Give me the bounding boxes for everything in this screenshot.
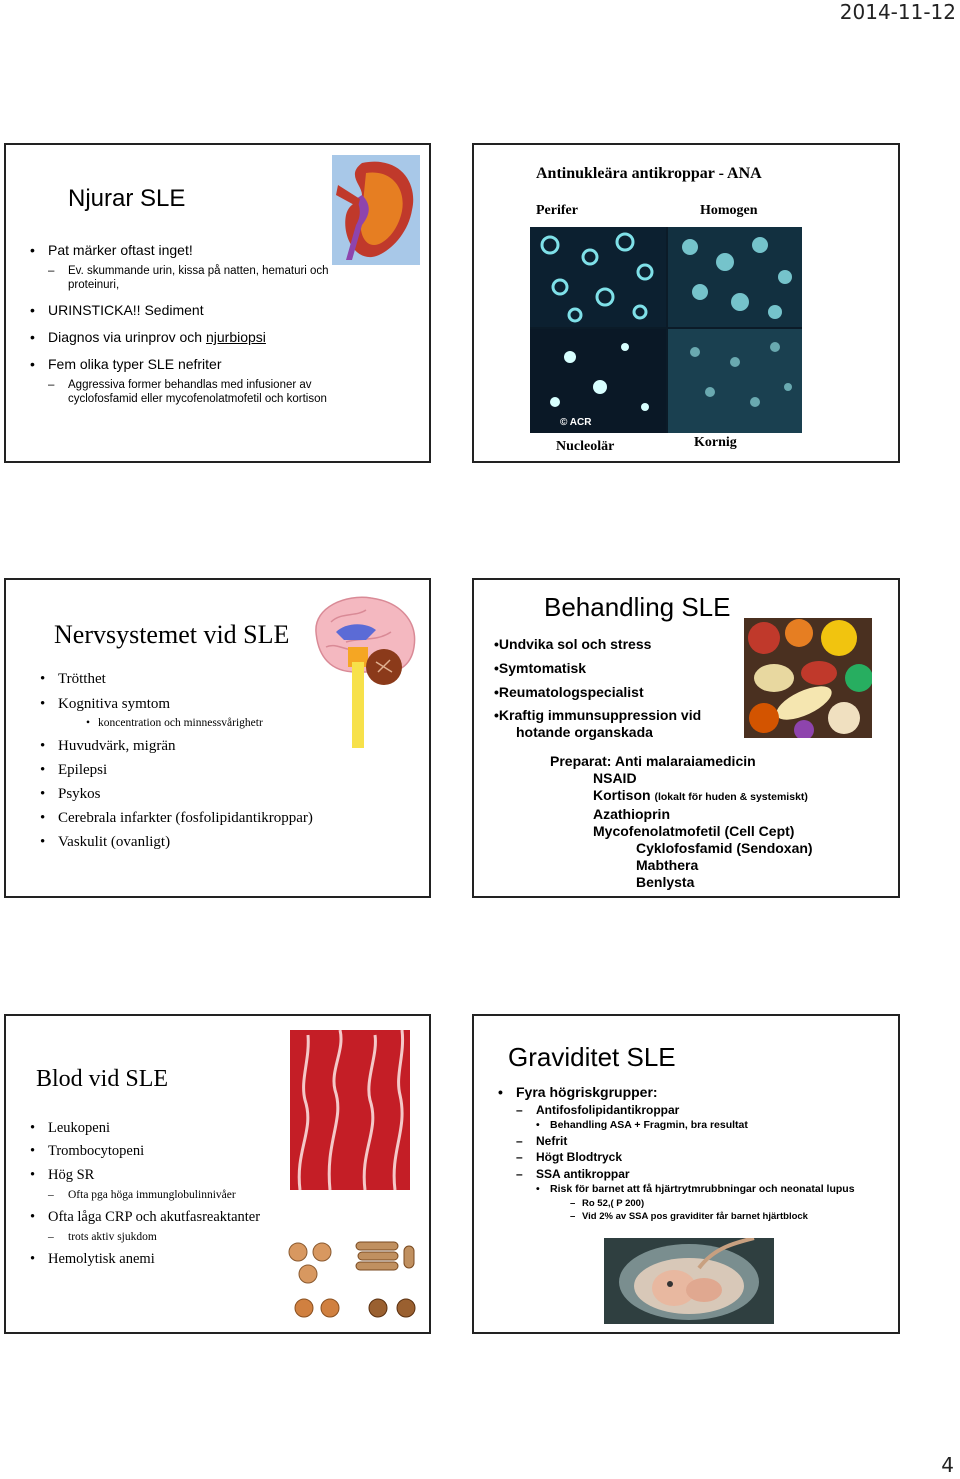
item-0: • Leukopeni — [30, 1120, 300, 1137]
item-5: – trots aktiv sjukdom — [48, 1231, 300, 1245]
bullet-4: •Kraftig immunsuppression vid — [494, 707, 702, 724]
sub-1-a: • Behandling ASA + Fragmin, bra resultat — [536, 1119, 894, 1132]
preparat-6: Cyklofosfamid (Sendoxan) — [636, 840, 813, 856]
sub-4-a-2: – Vid 2% av SSA pos graviditer får barnet hjärtblock — [570, 1211, 894, 1222]
slide-title: Njurar SLE — [68, 185, 186, 212]
item-1: • Kognitiva symtom — [40, 695, 400, 713]
bullet-1: •Undvika sol och stress — [494, 636, 652, 652]
preparat-3: Kortison — [593, 787, 651, 803]
sub-2: – Nefrit — [516, 1134, 894, 1148]
slide-nervsystemet — [4, 578, 431, 898]
sub-4-a: • Risk för barnet att få hjärtrytmrubbningar och neonatal lupus — [536, 1183, 894, 1196]
item-3: • Huvudvärk, migrän — [40, 737, 400, 755]
item-2: • Hög SR — [30, 1167, 300, 1184]
slide-title: Blod vid SLE — [36, 1066, 169, 1092]
acr-watermark: © ACR — [560, 417, 592, 428]
page-number: 4 — [941, 1453, 954, 1477]
fetus-image — [604, 1238, 774, 1324]
slide-behandling — [472, 578, 900, 898]
blood-cells-image — [286, 1238, 422, 1328]
pills-image — [744, 618, 872, 738]
preparat-7: Mabthera — [636, 857, 699, 873]
slide-ana — [472, 143, 900, 463]
preparat-label: Preparat: — [550, 753, 612, 769]
item-4: • Ofta låga CRP och akutfasreaktanter — [30, 1209, 300, 1226]
bullet-1: • Fyra högriskgrupper: — [498, 1084, 894, 1101]
header-date: 2014-11-12 — [839, 0, 956, 24]
item-4: • Epilepsi — [40, 761, 400, 779]
bullet-3 — [30, 329, 350, 346]
bullet-2: •Symtomatisk — [494, 659, 587, 676]
sub-4-a-1: – Ro 52,( P 200) — [570, 1198, 894, 1209]
bullet-3: •Reumatologspecialist — [494, 683, 644, 700]
item-2: • koncentration och minnessvårighetr — [86, 717, 400, 731]
sub-4: – SSA antikroppar — [516, 1167, 894, 1181]
slide-njurar — [4, 143, 431, 463]
preparat-1: Anti malaraiamedicin — [614, 753, 756, 769]
slide-title: Antinukleära antikroppar - ANA — [536, 165, 762, 182]
label-perifer: Perifer — [536, 203, 578, 218]
bullet-4-cont: hotande organskada — [516, 724, 653, 741]
sub-bullet-1: – Ev. skummande urin, kissa på natten, hematuri och proteinuri, — [48, 265, 350, 293]
item-5: • Psykos — [40, 785, 400, 803]
preparat-4: Azathioprin — [593, 806, 670, 822]
sub-3: – Högt Blodtryck — [516, 1150, 894, 1164]
item-0: • Trötthet — [40, 670, 400, 688]
bullet-2: • URINSTICKA!! Sediment — [30, 302, 350, 319]
slide-graviditet — [472, 1014, 900, 1334]
bullet-1: • Pat märker oftast inget! — [30, 242, 350, 259]
item-7: • Vaskulit (ovanligt) — [40, 833, 400, 851]
slide-blod — [4, 1014, 431, 1334]
slide-title: Nervsystemet vid SLE — [54, 620, 290, 649]
sub-1: – Antifosfolipidantikroppar — [516, 1103, 894, 1117]
label-nucleolar: Nucleolär — [556, 439, 615, 454]
njurbiopsi-link: njurbiopsi — [205, 329, 266, 346]
sub-bullet-4: – Aggressiva former behandlas med infusioner av cyclofosfamid eller mycofenolatmofetil och kortison — [48, 379, 350, 407]
preparat-8: Benlysta — [636, 874, 695, 890]
slide-title: Behandling SLE — [544, 592, 731, 622]
preparat-2: NSAID — [593, 770, 637, 786]
item-6: • Hemolytisk anemi — [30, 1251, 300, 1268]
preparat-5: Mycofenolatmofetil (Cell Cept) — [593, 823, 795, 839]
label-homogen: Homogen — [700, 203, 758, 218]
bullet-4: • Fem olika typer SLE nefriter — [30, 356, 350, 373]
item-1: • Trombocytopeni — [30, 1143, 300, 1160]
bullet-3-text: Diagnos via urinprov och — [48, 329, 206, 346]
blood-art-image — [290, 1030, 410, 1190]
preparat-3-note: (lokalt för huden & systemiskt) — [654, 791, 808, 803]
ana-microscopy-image — [530, 227, 802, 433]
item-6: • Cerebrala infarkter (fosfolipidantikroppar) — [40, 809, 400, 827]
slide-title: Graviditet SLE — [508, 1042, 676, 1072]
item-3: – Ofta pga höga immunglobulinnivåer — [48, 1189, 300, 1203]
label-kornig: Kornig — [694, 435, 737, 450]
